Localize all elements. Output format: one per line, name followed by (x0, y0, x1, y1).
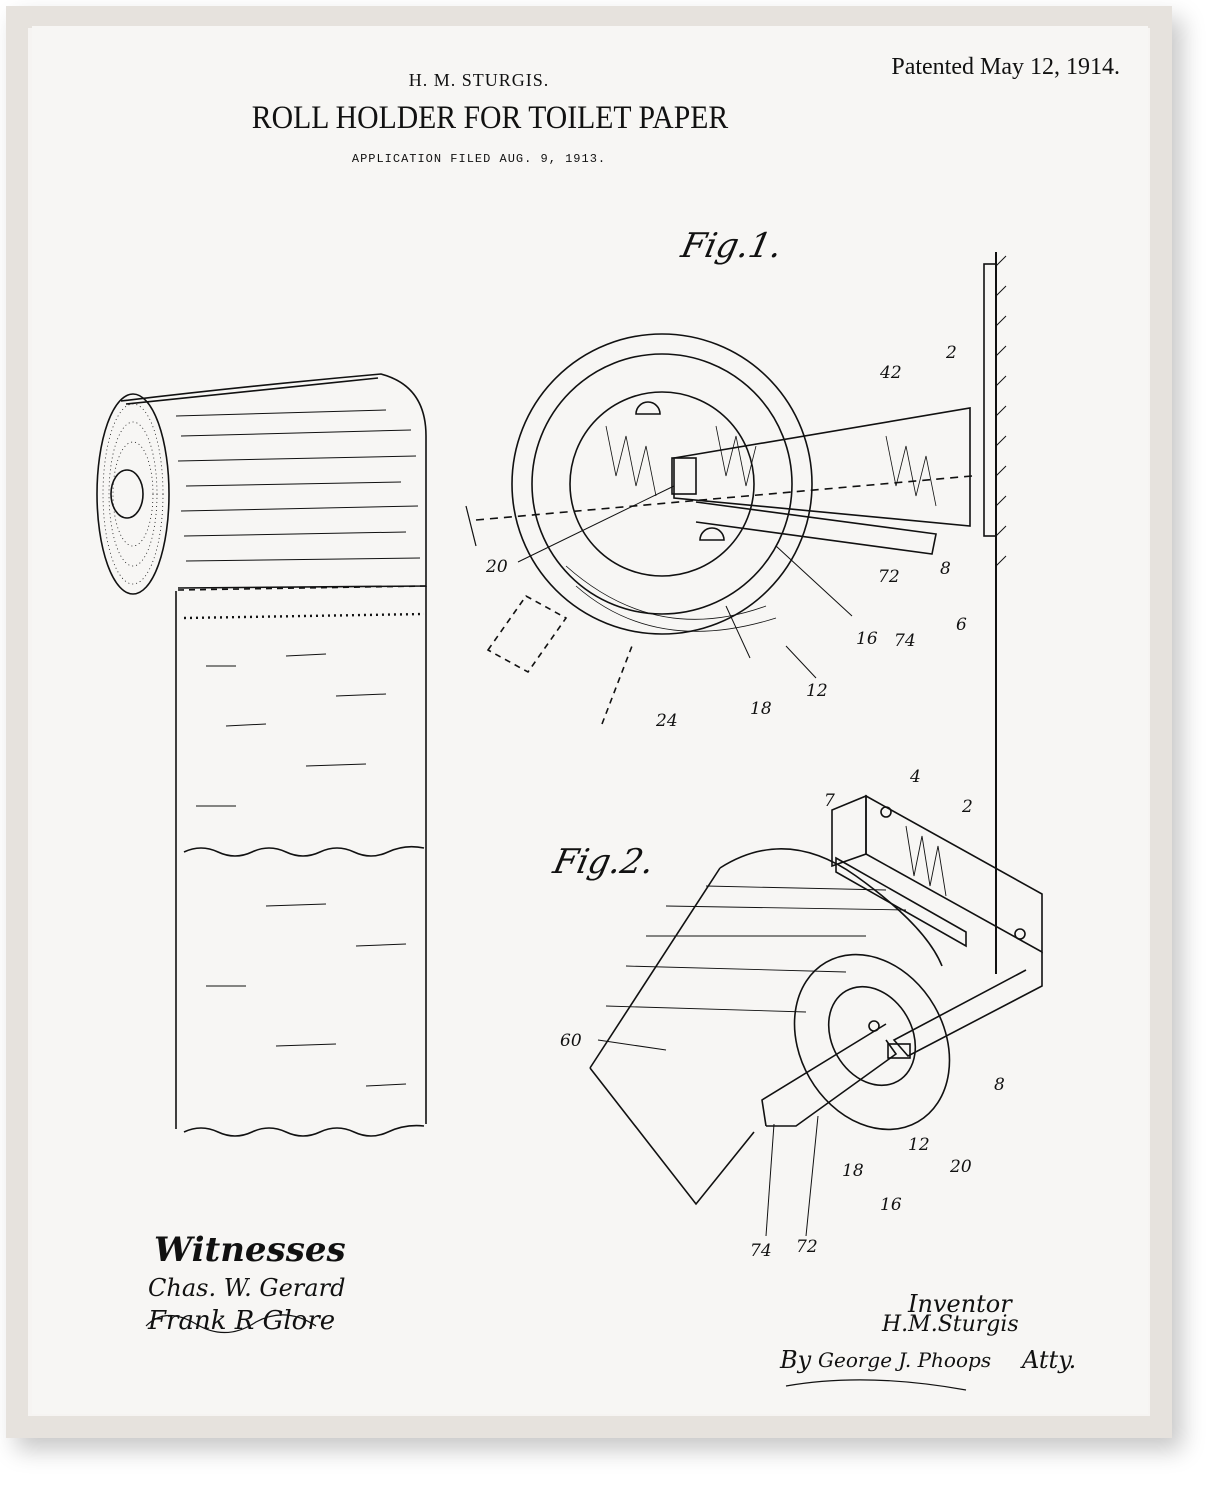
attorney-signature: George J. Phoops (818, 1348, 992, 1372)
fig1-ref-16: 16 (856, 629, 878, 649)
patent-title: ROLL HOLDER FOR TOILET PAPER (251, 100, 729, 136)
witnesses-label: Witnesses (154, 1230, 346, 1270)
fig1-ref-72: 72 (878, 567, 900, 587)
atty-label: Atty. (1022, 1346, 1077, 1374)
fig1-illustration (466, 252, 1006, 974)
fig2-ref-4: 4 (910, 767, 921, 787)
fig1-ref-8: 8 (940, 559, 951, 579)
fig2-ref-60: 60 (560, 1031, 582, 1051)
fig2-label: Fig.2. (549, 842, 658, 882)
fig2-ref-16: 16 (880, 1195, 902, 1215)
toilet-roll-illustration (97, 374, 426, 1136)
fig1-ref-74: 74 (894, 631, 916, 651)
fig2-ref-2: 2 (962, 797, 973, 817)
fig2-ref-7: 7 (824, 791, 835, 811)
fig2-ref-12: 12 (908, 1135, 930, 1155)
witness-2-signature: Frank R Glore (148, 1306, 336, 1336)
fig2-ref-72: 72 (796, 1237, 818, 1257)
fig1-ref-2: 2 (946, 343, 957, 363)
fig1-references (485, 343, 967, 731)
fig1-ref-12: 12 (806, 681, 828, 701)
fig1-label: Fig.1. (677, 226, 786, 266)
inventor-name: H. M. STURGIS. (408, 70, 550, 90)
fig2-ref-18: 18 (842, 1161, 864, 1181)
patent-print (6, 6, 1172, 1438)
fig2-ref-20: 20 (950, 1157, 972, 1177)
fig1-ref-42: 42 (880, 363, 902, 383)
fig2-ref-74: 74 (750, 1241, 772, 1261)
fig2-illustration (590, 796, 1042, 1236)
fig1-ref-18: 18 (750, 699, 772, 719)
inventor-signature: H.M.Sturgis (882, 1312, 1019, 1337)
fig1-ref-20: 20 (486, 557, 508, 577)
patent-drawings (6, 6, 1172, 1438)
fig1-ref-6: 6 (956, 615, 967, 635)
patent-date: Patented May 12, 1914. (891, 54, 1120, 80)
by-label: By (780, 1346, 812, 1374)
inventor-label: Inventor (908, 1290, 1012, 1318)
fig2-ref-8: 8 (994, 1075, 1005, 1095)
witness-1-signature: Chas. W. Gerard (148, 1274, 346, 1302)
application-filed: APPLICATION FILED AUG. 9, 1913. (351, 152, 607, 166)
fig1-ref-24: 24 (656, 711, 678, 731)
